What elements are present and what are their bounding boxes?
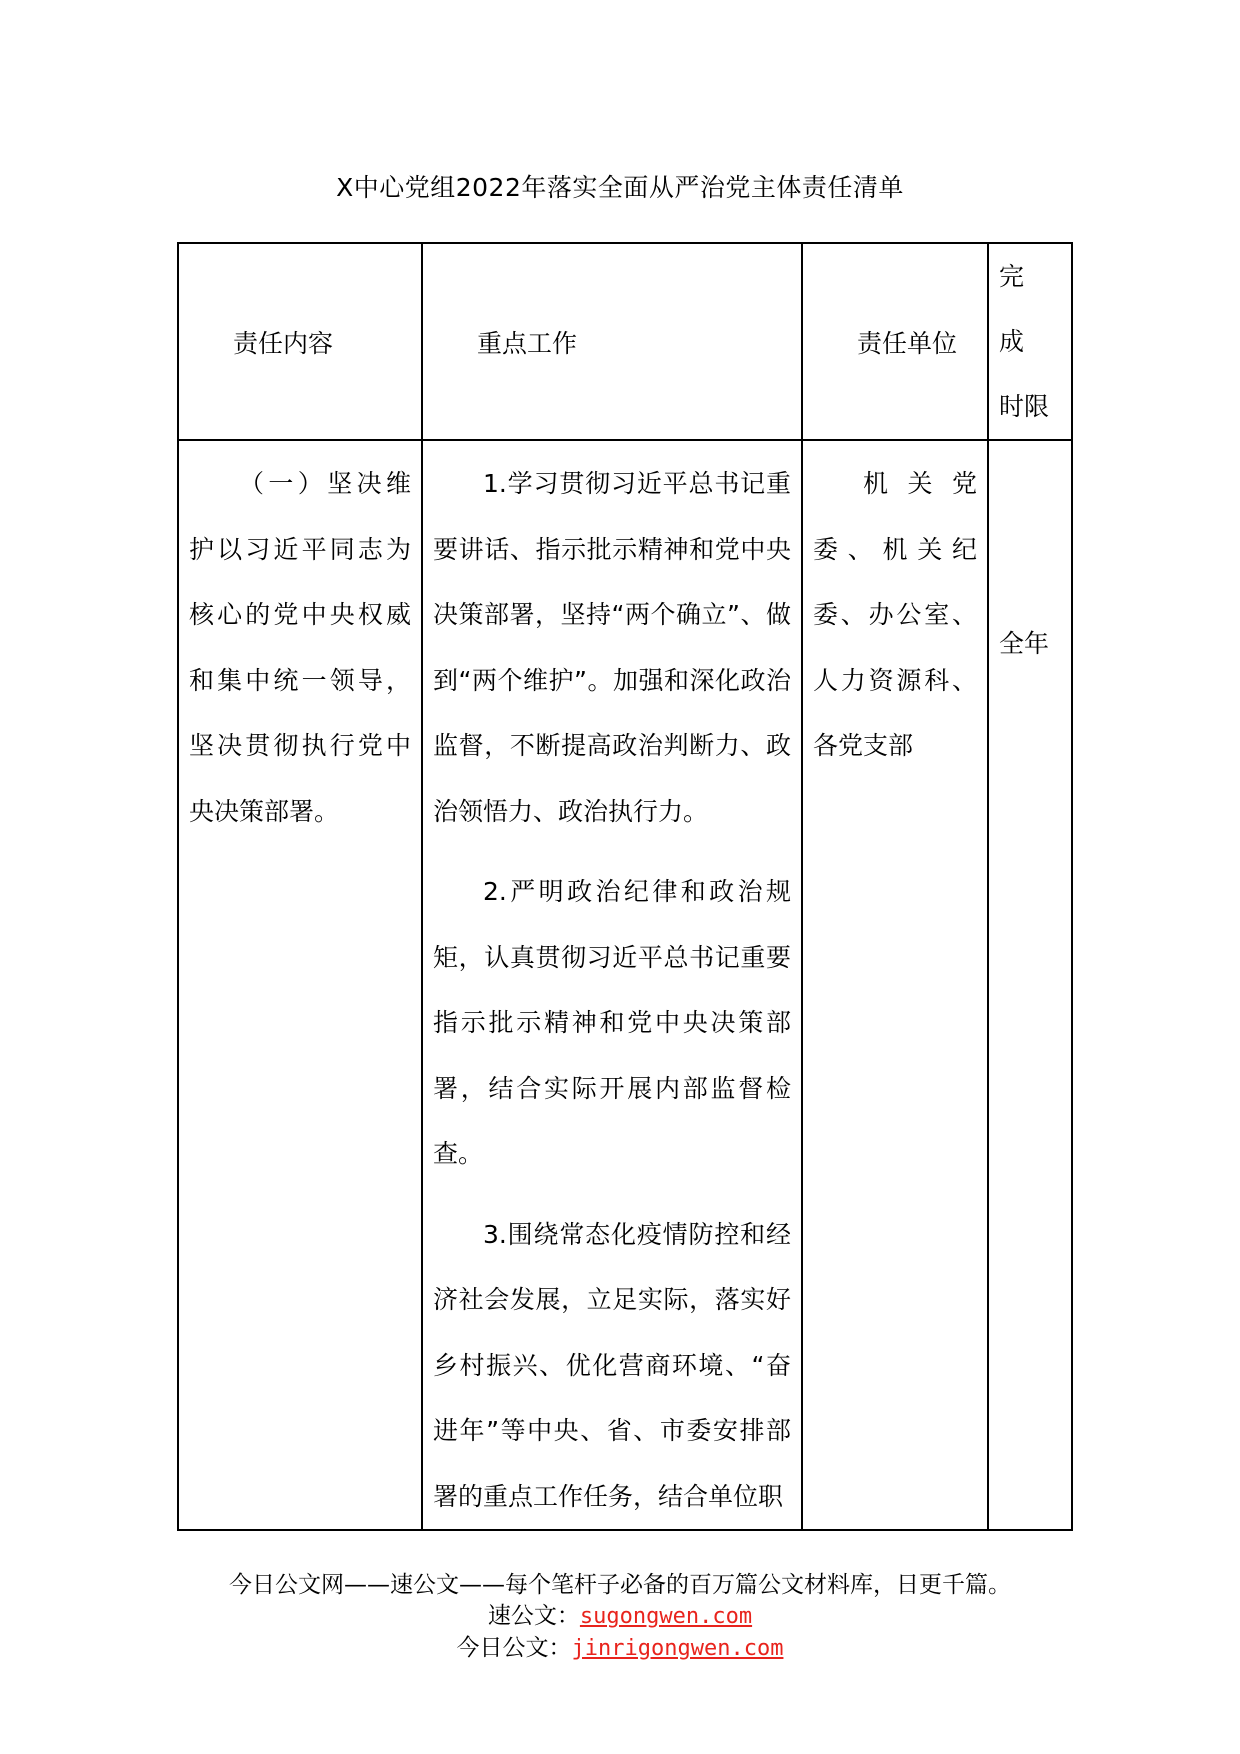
header-work: 重点工作 [422,243,802,440]
content-text: （一）坚决维护以习近平同志为核心的党中央权威和集中统一领导，坚决贯彻执行党中央决策部署。 [189,469,411,826]
footer-tagline: 今日公文网——速公文——每个笔杆子必备的百万篇公文材料库，日更千篇。 [229,1572,1011,1598]
unit-text: 机关党委、机关纪委、办公室、人力资源科、各党支部 [813,469,977,760]
footer-jinrigongwen-label: 今日公文： [456,1635,572,1661]
header-deadline-line2: 时限 [999,392,1050,421]
sugongwen-link[interactable]: sugongwen.com [579,1604,753,1629]
footer-line-jinrigongwen [0,1629,1240,1662]
responsibility-table [177,242,1073,1531]
page-title: X中心党组2022年落实全面从严治党主体责任清单 [336,173,904,202]
header-deadline [988,243,1072,440]
footer-sugongwen-label: 速公文： [487,1603,580,1629]
header-content: 责任内容 [178,243,422,440]
header-unit: 责任单位 [802,243,988,440]
cell-deadline [988,440,1072,1530]
work-item-1: 1.学习贯彻习近平总书记重要讲话、指示批示精神和党中央决策部署，坚持“两个确立”、做到“两个维护”。加强和深化政治监督，不断提高政治判断力、政治领悟力、政治执行力。 [433,469,791,826]
deadline-text: 全年 [999,629,1050,658]
footer-line-sugongwen [0,1597,1240,1630]
work-item-2: 2.严明政治纪律和政治规矩，认真贯彻习近平总书记重要指示批示精神和党中央决策部署，结合实际开展内部监督检查。 [433,877,791,1168]
cell-work [422,440,802,1530]
header-deadline-line1: 完成 [999,262,1039,356]
work-item-3: 3.围绕常态化疫情防控和经济社会发展，立足实际，落实好乡村振兴、优化营商环境、“奋进年”等中央、省、市委安排部署的重点工作任务，结合单位职 [433,1219,791,1511]
table-header-row [178,243,1072,440]
cell-content [178,440,422,1530]
jinrigongwen-link[interactable]: jinrigongwen.com [571,1636,784,1661]
table-row [178,440,1072,1530]
cell-unit [802,440,988,1530]
